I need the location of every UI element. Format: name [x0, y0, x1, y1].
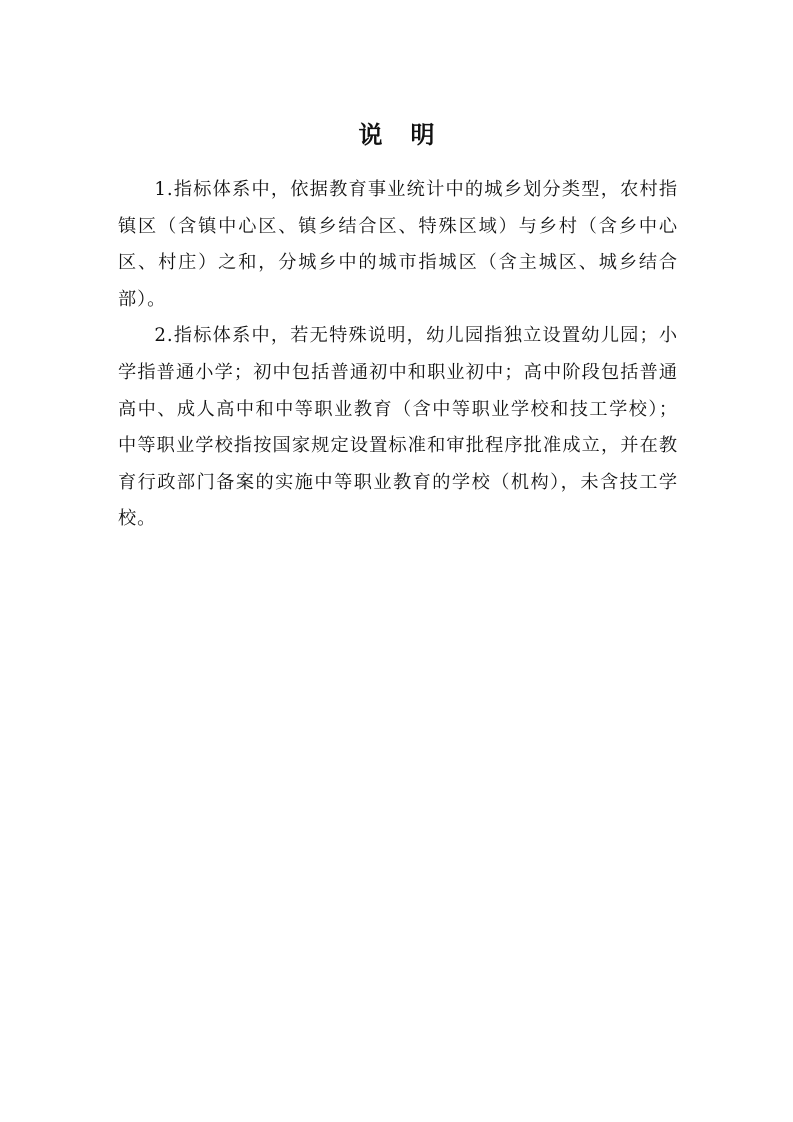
page-title — [0, 118, 793, 152]
title-char-1: 说 — [358, 121, 383, 149]
title-char-2: 明 — [410, 121, 435, 149]
paragraph-2: 2.指标体系中，若无特殊说明，幼儿园指独立设置幼儿园；小学指普通小学；初中包括普通初中和职业初中；高中阶段包括普通高中、成人高中和中等职业教育（含中等职业学校和技工学校）；中等职业学校指按国家规定设置标准和审批程序批准成立，并在教育行政部门备案的实施中等职业教育的学校（机构），未含技工学校。 — [118, 325, 678, 530]
document-body — [118, 172, 678, 538]
paragraph-1: 1.指标体系中，依据教育事业统计中的城乡划分类型，农村指镇区（含镇中心区、镇乡结合区、特殊区域）与乡村（含乡中心区、村庄）之和，分城乡中的城市指城区（含主城区、城乡结合部）。 — [118, 179, 678, 310]
